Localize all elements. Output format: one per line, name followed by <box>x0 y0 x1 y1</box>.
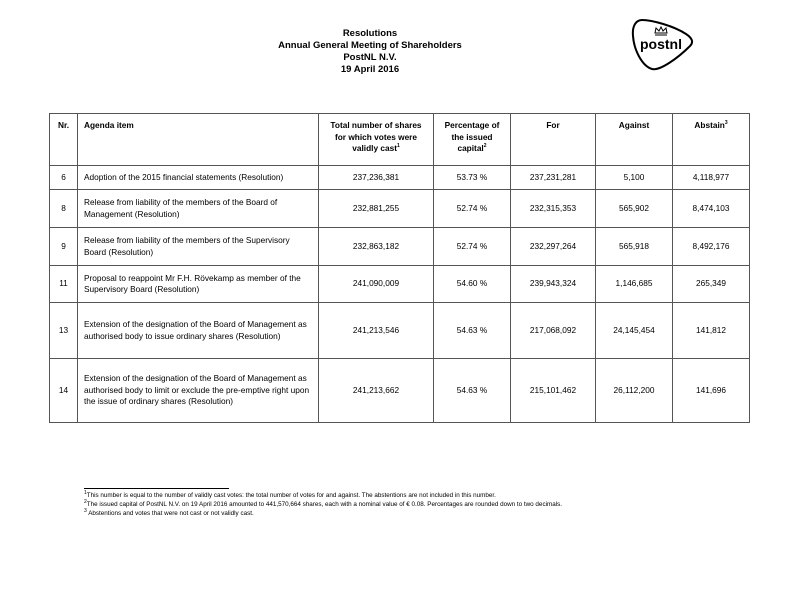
postnl-crown-logo-icon <box>628 16 698 74</box>
cell-against: 565,918 <box>596 228 673 266</box>
cell-against: 26,112,200 <box>596 359 673 423</box>
cell-total: 241,090,009 <box>319 266 434 303</box>
col-header-agenda: Agenda item <box>78 114 319 166</box>
cell-total: 232,881,255 <box>319 190 434 228</box>
cell-pct: 54.63 % <box>434 303 511 359</box>
cell-pct: 54.60 % <box>434 266 511 303</box>
cell-for: 217,068,092 <box>511 303 596 359</box>
footnotes <box>84 491 562 518</box>
title-resolutions: Resolutions <box>342 28 398 39</box>
cell-nr: 9 <box>50 228 78 266</box>
cell-nr: 13 <box>50 303 78 359</box>
cell-total: 237,236,381 <box>319 166 434 190</box>
col-header-nr: Nr. <box>50 114 78 166</box>
title-date: 19 April 2016 <box>340 64 400 75</box>
cell-total: 232,863,182 <box>319 228 434 266</box>
cell-for: 232,297,264 <box>511 228 596 266</box>
cell-nr: 14 <box>50 359 78 423</box>
cell-agenda: Release from liability of the members of the Supervisory Board (Resolution) <box>78 228 319 266</box>
cell-against: 5,100 <box>596 166 673 190</box>
cell-abstain: 141,812 <box>673 303 750 359</box>
table-row <box>50 266 750 303</box>
cell-abstain: 8,492,176 <box>673 228 750 266</box>
col-header-percentage: Percentage of the issued capital$^2$ <box>434 114 511 166</box>
title-meeting: Annual General Meeting of Shareholders <box>278 40 462 51</box>
cell-against: 1,146,685 <box>596 266 673 303</box>
col-header-against: Against <box>596 114 673 166</box>
cell-pct: 54.63 % <box>434 359 511 423</box>
cell-agenda: Extension of the designation of the Board of Management as authorised body to limit or exclude the pre-emptive right upon the issue of ordinary shares (Resolution) <box>78 359 319 423</box>
cell-abstain: 4,118,977 <box>673 166 750 190</box>
table-row <box>50 166 750 190</box>
cell-nr: 11 <box>50 266 78 303</box>
cell-total: 241,213,546 <box>319 303 434 359</box>
cell-for: 215,101,462 <box>511 359 596 423</box>
table-header-row <box>50 114 750 166</box>
table-row <box>50 359 750 423</box>
table-row <box>50 228 750 266</box>
cell-agenda: Extension of the designation of the Board of Management as authorised body to issue ordinary shares (Resolution) <box>78 303 319 359</box>
cell-nr: 8 <box>50 190 78 228</box>
cell-abstain: 141,696 <box>673 359 750 423</box>
col-header-total-shares: Total number of shares for which votes were validly cast$^1$ <box>319 114 434 166</box>
footnote-3: $^3$ Abstentions and votes that were not cast or not validly cast. <box>84 507 254 517</box>
cell-nr: 6 <box>50 166 78 190</box>
table-row <box>50 303 750 359</box>
resolutions-table <box>49 113 750 423</box>
col-header-for: For <box>511 114 596 166</box>
cell-for: 232,315,353 <box>511 190 596 228</box>
cell-agenda: Release from liability of the members of the Board of Management (Resolution) <box>78 190 319 228</box>
title-company: PostNL N.V. <box>343 52 397 63</box>
cell-agenda: Adoption of the 2015 financial statements (Resolution) <box>78 166 319 190</box>
footnote-1: $^1$This number is equal to the number of validly cast votes: the total number of votes for and against. The abstentions are not included in this number. <box>84 489 496 499</box>
cell-against: 565,902 <box>596 190 673 228</box>
cell-pct: 52.74 % <box>434 228 511 266</box>
cell-abstain: 8,474,103 <box>673 190 750 228</box>
cell-abstain: 265,349 <box>673 266 750 303</box>
document-title-block <box>250 28 490 76</box>
table-row <box>50 190 750 228</box>
cell-pct: 52.74 % <box>434 190 511 228</box>
cell-for: 239,943,324 <box>511 266 596 303</box>
postnl-logo <box>628 16 698 74</box>
footnote-2: $^2$The issued capital of PostNL N.V. on 19 April 2016 amounted to 441,570,664 shares, each with a nominal value of € 0.08. Percentages are rounded down to two decimals. <box>84 498 563 508</box>
cell-against: 24,145,454 <box>596 303 673 359</box>
footnote-divider <box>84 488 229 489</box>
logo-text: postnl <box>640 36 682 52</box>
cell-pct: 53.73 % <box>434 166 511 190</box>
cell-agenda: Proposal to reappoint Mr F.H. Rövekamp as member of the Supervisory Board (Resolution) <box>78 266 319 303</box>
cell-for: 237,231,281 <box>511 166 596 190</box>
cell-total: 241,213,662 <box>319 359 434 423</box>
col-header-abstain: Abstain$^3$ <box>673 114 750 166</box>
